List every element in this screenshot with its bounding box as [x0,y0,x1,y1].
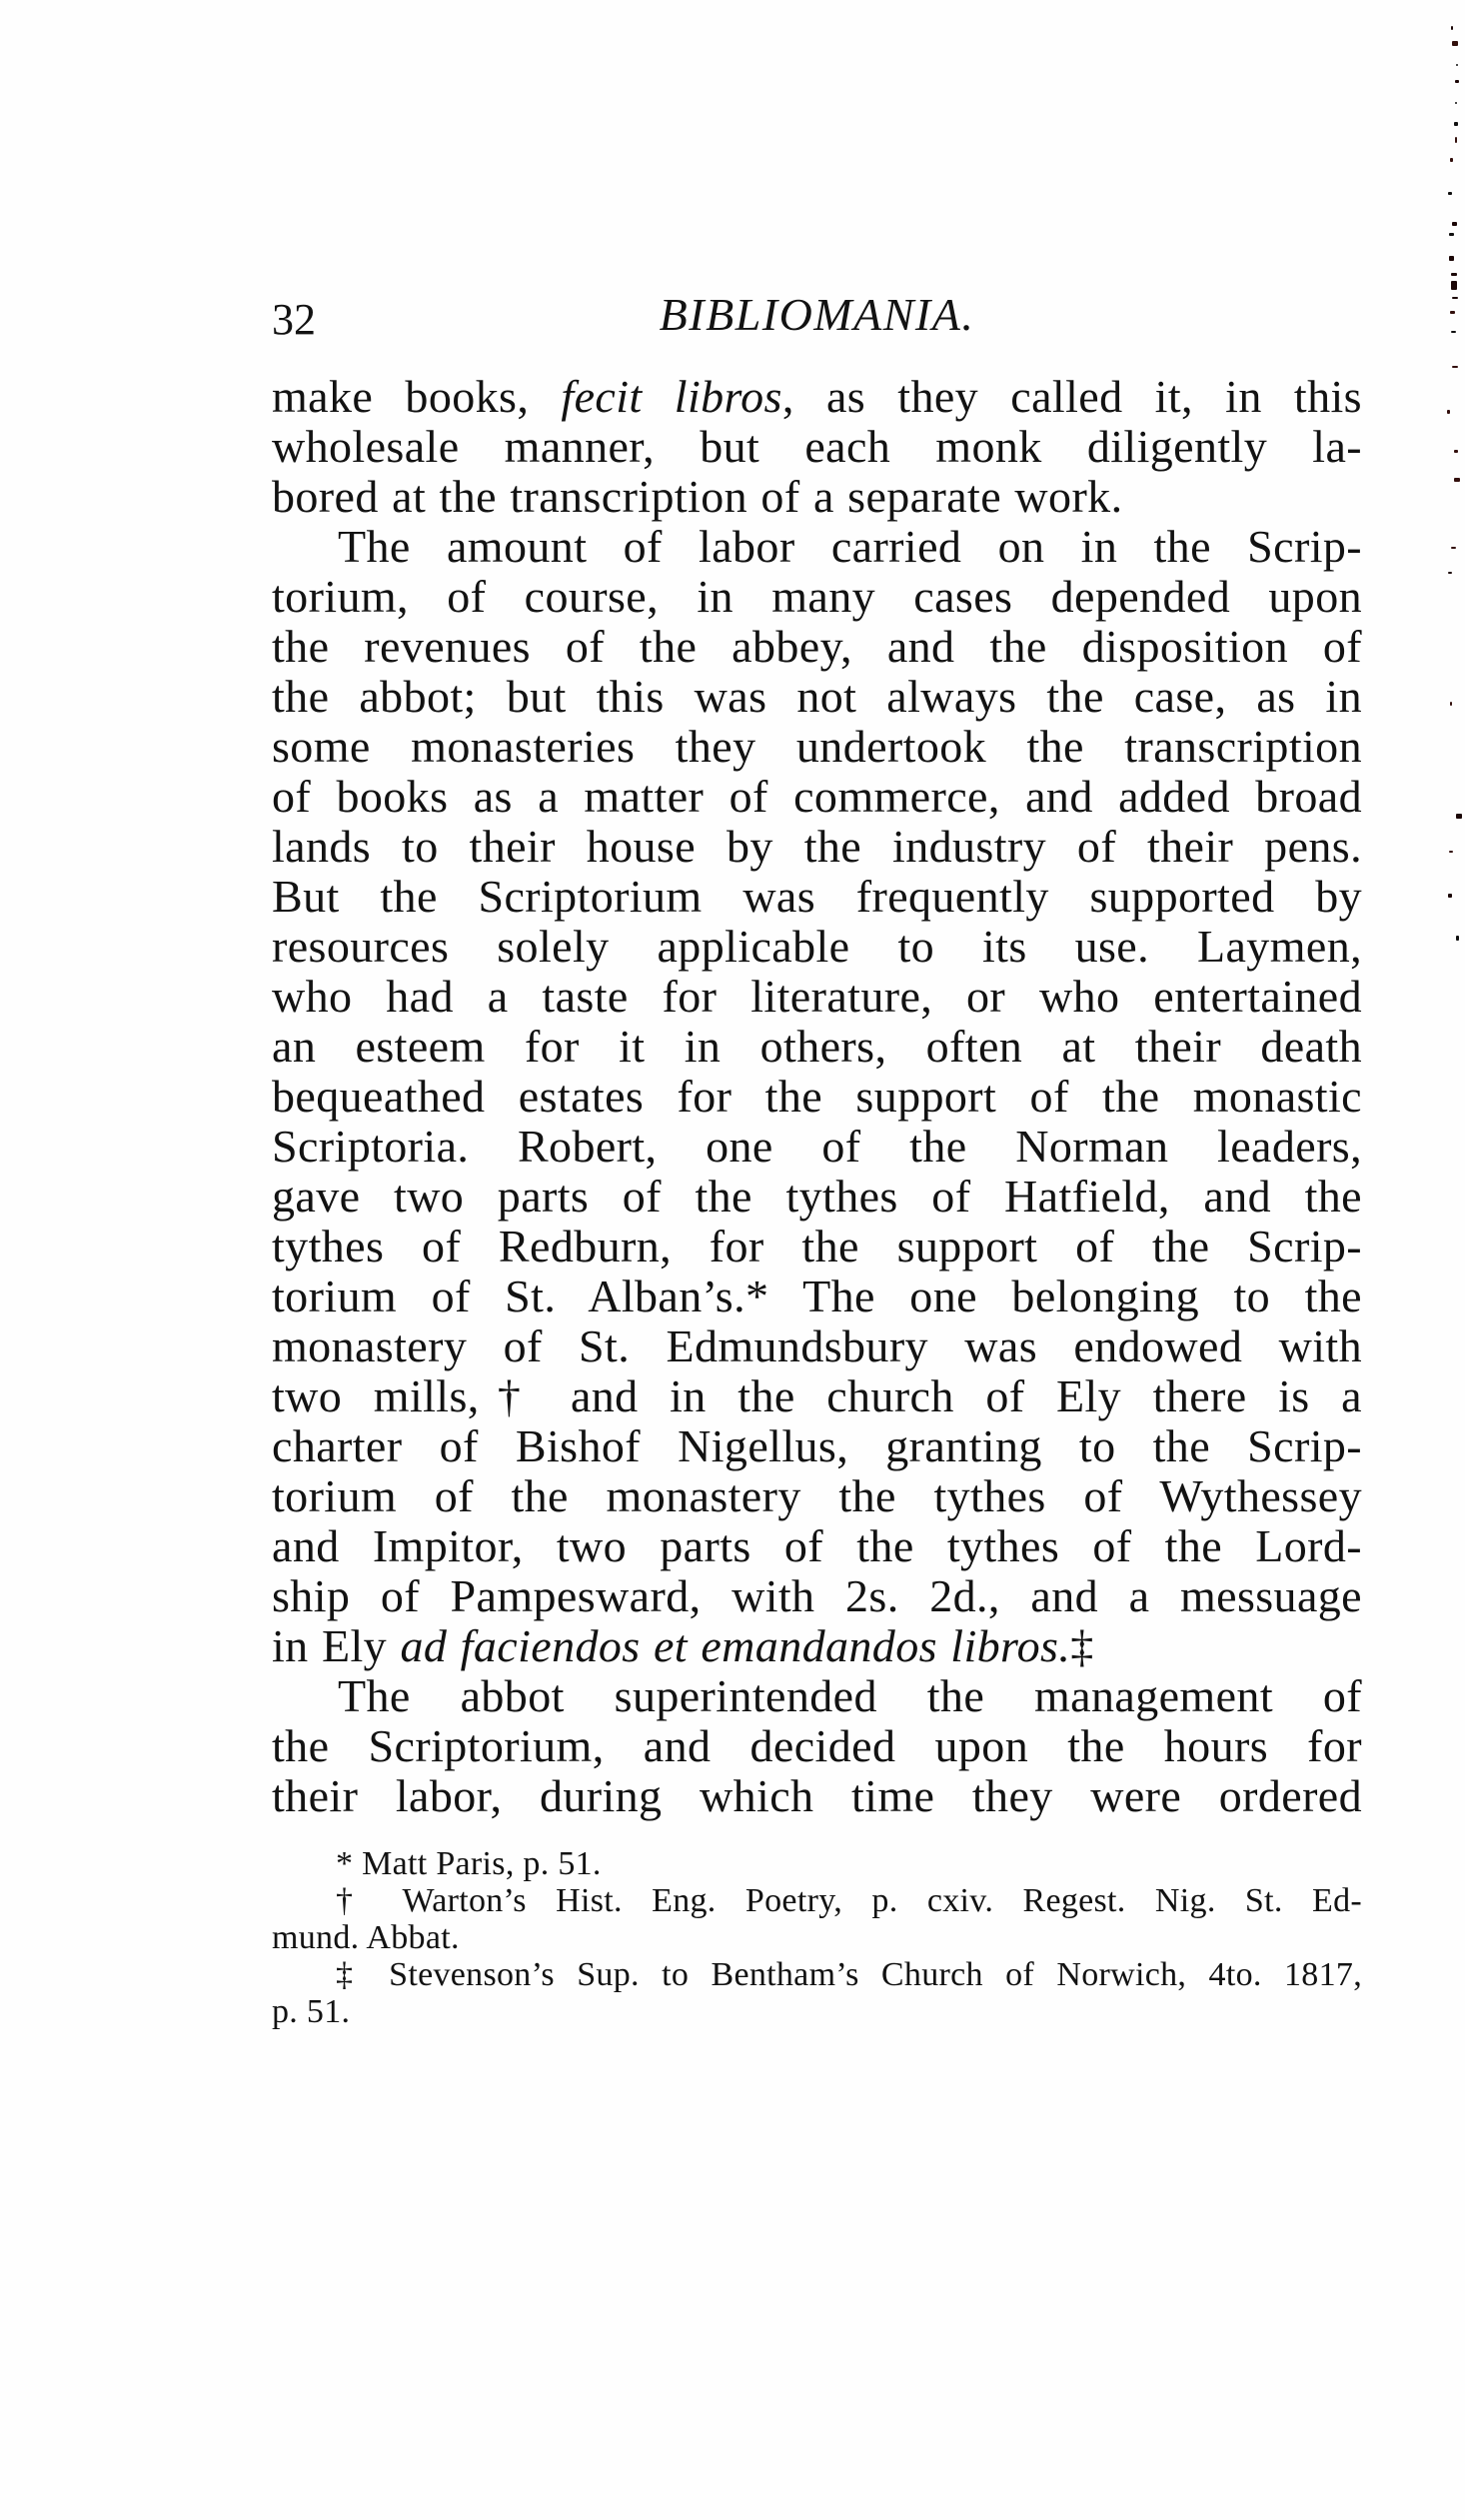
speck-icon [1455,137,1457,143]
body-text-line [272,1521,1362,1571]
text-segment: two mills,† and in the church of Ely there is a [272,1371,1362,1421]
text-segment: the revenues of the abbey, and the disposition of [272,622,1362,672]
text-segment: † Warton’s Hist. Eng. Poetry, p. cxiv. Regest. Nig. St. Ed- [336,1882,1362,1919]
text-segment: ‡ [1070,1621,1094,1671]
text-segment: p. 51. [272,1993,351,2030]
body-text-line [272,472,1362,522]
text-segment: But the Scriptorium was frequently supported by [272,872,1362,922]
text-segment: tythes of Redburn, for the support of the Scrip- [272,1222,1362,1271]
speck-icon [1455,102,1457,104]
body-text-line [272,1321,1362,1371]
footnote-line [272,1993,1362,2030]
text-segment: the abbot; but this was not always the case, as in [272,672,1362,722]
text-segment: Scriptoria. Robert, one of the Norman leaders, [272,1122,1362,1172]
body-text-line [272,1122,1362,1172]
italic-text-segment: ad faciendos et emandandos libros. [400,1621,1071,1671]
speck-icon [1454,450,1458,453]
body-text-line [272,1471,1362,1521]
text-segment: , as they called it, in this [781,372,1362,422]
text-segment: of books as a matter of commerce, and added broad [272,772,1362,822]
speck-icon [1452,41,1458,46]
speck-icon [1451,26,1453,30]
speck-icon [1456,814,1462,819]
speck-icon [1449,851,1453,853]
speck-icon [1450,311,1455,314]
body-text-line [272,772,1362,822]
body-text-line [272,972,1362,1022]
speck-icon [1452,222,1457,226]
body-text-line [272,1571,1362,1621]
speck-icon [1447,410,1450,414]
body-text-line [272,422,1362,472]
text-segment: ‡ Stevenson’s Sup. to Bentham’s Church of Norwich, 4to. 1817, [336,1956,1362,1993]
text-segment: some monasteries they undertook the transcription [272,722,1362,772]
body-text-line [272,1671,1362,1721]
speck-icon [1452,366,1458,368]
text-segment: wholesale manner, but each monk diligently la- [272,422,1362,472]
text-segment: The abbot superintended the management of [338,1671,1362,1721]
text-segment: bored at the transcription of a separate work. [272,472,1123,522]
page-header [272,290,1362,350]
body-text-line [272,872,1362,922]
speck-icon [1448,894,1452,898]
body-text-line [272,1172,1362,1222]
text-segment: gave two parts of the tythes of Hatfield, and the [272,1172,1362,1222]
text-segment: mund. Abbat. [272,1919,460,1956]
text-segment: ship of Pampesward, with 2s. 2d., and a messuage [272,1571,1362,1621]
text-segment: who had a taste for literature, or who entertained [272,972,1362,1022]
body-text-line [272,622,1362,672]
speck-icon [1451,273,1457,276]
text-segment: their labor, during which time they were ordered [272,1771,1362,1821]
speck-icon [1456,936,1459,941]
body-text-line [272,1271,1362,1321]
speck-icon [1452,297,1458,299]
body-text-line [272,522,1362,572]
body-text-line [272,922,1362,972]
speck-icon [1454,478,1460,482]
running-title: BIBLIOMANIA. [659,289,975,340]
body-text-line [272,372,1362,422]
speck-icon [1449,233,1454,236]
text-segment: charter of Bishof Nigellus, granting to the Scrip- [272,1421,1362,1471]
body-text-line [272,822,1362,872]
text-segment: The amount of labor carried on in the Scrip- [338,522,1362,572]
body-text-line [272,722,1362,772]
text-segment: resources solely applicable to its use. Laymen, [272,922,1362,972]
speck-icon [1454,122,1458,126]
text-segment: torium, of course, in many cases depended upon [272,572,1362,622]
text-segment: bequeathed estates for the support of the monastic [272,1072,1362,1122]
speck-icon [1451,331,1456,333]
body-text-line [272,672,1362,722]
text-segment: torium of the monastery the tythes of Wythessey [272,1471,1362,1521]
speck-icon [1449,256,1454,261]
footnote-line [272,1882,1362,1919]
body-text-line [272,1371,1362,1421]
text-segment: monastery of St. Edmundsbury was endowed with [272,1321,1362,1371]
speck-icon [1456,64,1458,66]
footnote-block [272,1845,1362,2030]
speck-icon [1448,192,1452,195]
speck-icon [1451,281,1457,290]
speck-icon [1451,547,1456,549]
text-segment: * Matt Paris, p. 51. [336,1845,602,1882]
page-number: 32 [272,295,316,344]
body-text-line [272,1721,1362,1771]
body-text-line [272,1421,1362,1471]
body-text-line [272,572,1362,622]
body-text-line [272,1022,1362,1072]
body-text [272,372,1362,1821]
text-segment: in Ely [272,1621,401,1671]
text-segment: make books, [272,372,562,422]
body-text-line [272,1222,1362,1271]
footnote-line [272,1956,1362,1993]
footnote-line [272,1845,1362,1882]
body-text-line [272,1771,1362,1821]
footnote-line [272,1919,1362,1956]
text-segment: the Scriptorium, and decided upon the hours for [272,1721,1362,1771]
text-segment: lands to their house by the industry of their pens. [272,822,1362,872]
italic-text-segment: fecit libros [561,372,782,422]
speck-icon [1448,572,1452,574]
text-segment: an esteem for it in others, often at their death [272,1022,1362,1072]
text-segment: and Impitor, two parts of the tythes of the Lord- [272,1521,1362,1571]
body-text-line [272,1072,1362,1122]
body-text-line [272,1621,1362,1671]
speck-icon [1450,702,1452,706]
speck-icon [1455,80,1459,83]
text-segment: torium of St. Alban’s.* The one belonging to the [272,1271,1362,1321]
speck-icon [1450,158,1453,162]
